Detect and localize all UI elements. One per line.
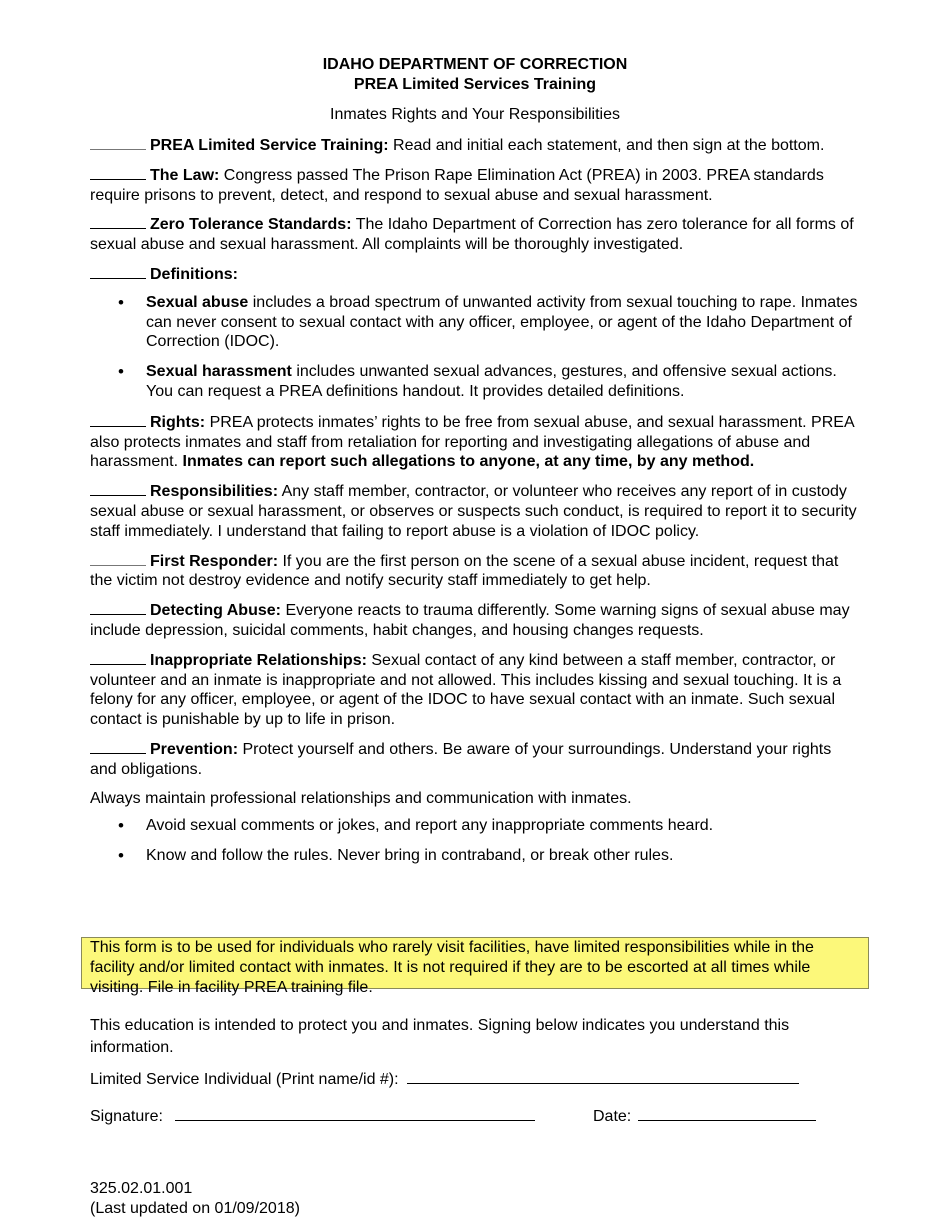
document-body — [90, 55, 860, 876]
date-row — [593, 1106, 816, 1127]
form-footer — [90, 1179, 300, 1219]
initial-blank-inappropriate-relationships[interactable] — [90, 650, 146, 665]
initial-blank-responsibilities[interactable] — [90, 481, 146, 496]
conduct-item-comments: • Avoid sexual comments or jokes, and report any inappropriate comments heard. — [146, 816, 860, 836]
form-number: 325.02.01.001 — [90, 1180, 193, 1197]
form-subtitle: Inmates Rights and Your Responsibilities — [330, 106, 620, 123]
name-label: Limited Service Individual (Print name/id #): — [90, 1071, 399, 1088]
initial-blank-law[interactable] — [90, 165, 146, 180]
initial-blank-zero-tolerance[interactable] — [90, 214, 146, 229]
conduct-item-rules: • Know and follow the rules. Never bring in contraband, or break other rules. — [146, 846, 860, 866]
initial-blank-first-responder[interactable] — [90, 551, 146, 566]
definition-sexual-harassment: • Sexual harassment includes unwanted sexual advances, gestures, and offensive sexual actions. You can request a PREA definitions handout. It provides detailed definitions. — [146, 362, 860, 402]
statement-prevention: Prevention: Protect yourself and others. Be aware of your surroundings. Understand your rights and obligations. — [90, 740, 832, 778]
initial-blank-definitions[interactable] — [90, 264, 146, 279]
statement-detecting-abuse: Detecting Abuse: Everyone reacts to trauma differently. Some warning signs of sexual abuse may include depression, suicidal comments, habit changes, and housing changes requests. — [90, 602, 850, 639]
signature-label: Signature: — [90, 1108, 163, 1125]
agency-title: IDAHO DEPARTMENT OF CORRECTION — [322, 56, 628, 73]
initial-blank-prevention[interactable] — [90, 739, 146, 754]
last-updated: (Last updated on 01/09/2018) — [90, 1200, 300, 1217]
usage-note-box: This form is to be used for individuals who rarely visit facilities, have limited responsibilities while in the facility and/or limited contact with inmates. It is not required if they are to be escorted at all times while visiting. File in facility PREA training file. — [81, 937, 869, 989]
definition-sexual-abuse: • Sexual abuse includes a broad spectrum of unwanted activity from sexual touching to rape. Inmates can never consent to sexual contact with any officer, employee, or agent of the Idaho Department of Correction (IDOC). — [146, 293, 860, 352]
date-field[interactable] — [638, 1106, 816, 1121]
initial-blank-detecting-abuse[interactable] — [90, 600, 146, 615]
statement-responsibilities: Responsibilities: Any staff member, contractor, or volunteer who receives any report of in custody sexual abuse or sexual harassment, or observes or suspects such conduct, is required to report it to security staff immediately. I understand that failing to report abuse is a violation of IDOC policy. — [90, 483, 857, 540]
statement-zero-tolerance: Zero Tolerance Standards: The Idaho Department of Correction has zero tolerance for all forms of sexual abuse and sexual harassment. All complaints will be thoroughly investigated. — [90, 216, 854, 254]
date-label: Date: — [593, 1108, 632, 1125]
form-title: PREA Limited Services Training — [353, 76, 597, 93]
name-field[interactable] — [407, 1069, 799, 1084]
initial-blank-rights[interactable] — [90, 412, 146, 427]
signature-field[interactable] — [175, 1106, 535, 1121]
statement-inappropriate-relationships: Inappropriate Relationships: Sexual contact of any kind between a staff member, contractor, or volunteer and an inmate is inappropriate and not allowed. This includes kissing and sexual touching. It is a felony for any officer, employee, or agent of the IDOC to have sexual contact with an inmate. Such sexual contact is punishable by up to life in prison. — [90, 651, 842, 729]
signature-row — [90, 1106, 535, 1127]
initial-blank-intro[interactable] — [90, 135, 146, 150]
maintain-relationships-text: Always maintain professional relationships and communication with inmates. — [90, 789, 632, 807]
education-statement: This education is intended to protect you and inmates. Signing below indicates you understand this information. — [90, 1017, 790, 1056]
statement-definitions: Definitions: — [90, 264, 860, 285]
statement-law: The Law: Congress passed The Prison Rape Elimination Act (PREA) in 2003. PREA standards require prisons to prevent, detect, and respond to sexual abuse and sexual harassment. — [90, 166, 824, 204]
statement-rights: Rights: PREA protects inmates’ rights to be free from sexual abuse, and sexual harassment. PREA also protects inmates and staff from retaliation for reporting and investigating allegations of abuse and harassment. Inmates can report such allegations to anyone, at any time, by any method. — [90, 413, 854, 471]
name-row — [90, 1069, 799, 1090]
definitions-list — [90, 293, 860, 402]
statement-intro: PREA Limited Service Training: Read and initial each statement, and then sign at the bottom. — [90, 135, 860, 156]
conduct-list — [90, 816, 860, 866]
statement-first-responder: First Responder: If you are the first person on the scene of a sexual abuse incident, request that the victim not destroy evidence and notify security staff immediately to get help. — [90, 552, 839, 590]
